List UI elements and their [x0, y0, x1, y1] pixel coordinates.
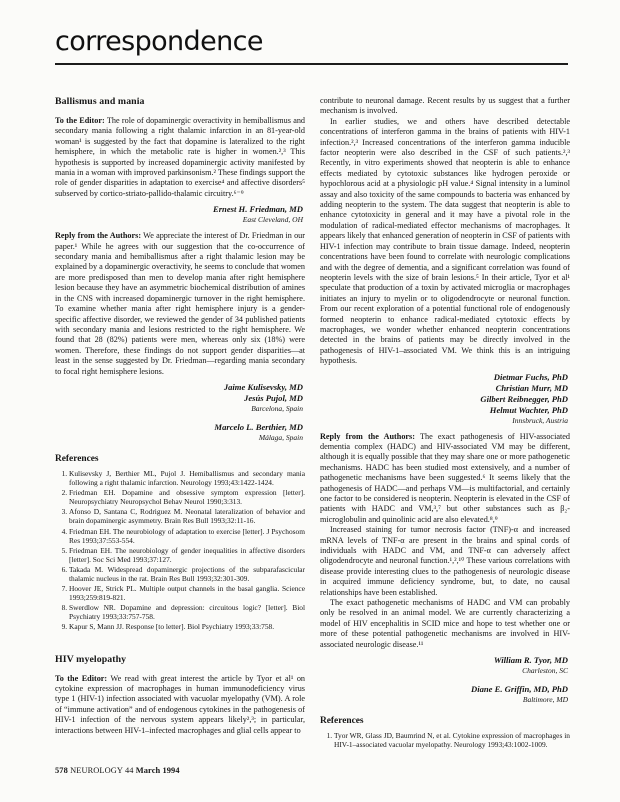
signature-place: Málaga, Spain [258, 432, 303, 442]
section-heading-ballismus: Ballismus and mania [55, 96, 145, 107]
references-heading: References [320, 716, 364, 727]
signature-place: Innsbruck, Austria [512, 415, 568, 425]
reference-item: 1. Kulisevsky J, Berthier ML, Pujol J. Hemiballismus and secondary mania following a right thalamic infarction. Neurology 1993;43:1422-1424. [69, 469, 305, 487]
references-list [320, 731, 570, 749]
signature-name: Jesús Pujol, MD [244, 392, 303, 403]
signature-block [55, 382, 303, 414]
hiv-reply-paragraph-2: Increased staining for tumor necrosis factor (TNF)-α and increased mRNA levels of TNF-α are present in the brains and spinal cords of individuals with HADC and VM, and TNF-α can adversely affect oligodendrocyte and neuronal function.¹,²,¹⁰ These various correlations with disease provide interesting clues to the pathogenesis of neurologic disease in acquired immune deficiency syndrome, but, to date, no causal relationships have been established. [320, 525, 570, 597]
reference-item: 8. Swerdlow NR. Dopamine and depression: circuitous logic? [letter]. Biol Psychiatry 1993;33:757-758. [69, 603, 305, 621]
hiv-letter-paragraph-2: In earlier studies, we and others have described detectable concentrations of interferon gamma in the brains of patients with HIV-1 infection.²,³ Increased concentrations of the interferon gamma inducible factor neopterin were also described in the CSF of such patients.²,³ Recently, in vitro experiments showed that neopterin is able to enhance effects mediated by cytotoxic substances like hydrogen peroxide or hypochlorous acid at a physiologic pH value.⁴ Signal intensity in a luminol assay and also toxicity of the same compounds to bacteria was enhanced by adding neopterin to the system. The data suggest that neopterin is able to enhance cytotoxicity in general and it may have a pivotal role in the modulation of radical-mediated effector mechanisms of macrophages. It appears likely that enhanced generation of neopterin in CSF of patients with HIV-1 infection may contribute to brain tissue damage. Indeed, neopterin concentrations have been found to correlate with neurologic complications and with the degree of dementia, and a significant correlation was found of neopterin levels with the size of brain lesions.⁵ In their article, Tyor et al¹ speculate that production of a toxin by activated microglia or macrophages initiates an injury to myelin or to oligodendrocyte or neuronal function. From our recent exploration of a potential functional role of endogenously formed neopterin to enhance radical-mediated cytotoxic effects by macrophages, we wonder whether enhanced neopterin concentrations detected in the brains of patients may be directly involved in the pathogenesis of HIV-1–associated VM. We think this is an intriguing hypothesis. [320, 116, 570, 366]
footer-date: March 1994 [135, 766, 180, 775]
two-column-layout [55, 96, 570, 750]
reference-item: 2. Friedman EH. Dopamine and obsessive symptom expression [letter]. Neuropsychiatry Neuropsychol Behav Neurol 1990;3:313. [69, 488, 305, 506]
signature-name: Marcelo L. Berthier, MD [214, 421, 303, 432]
footer-page-number: 578 [55, 766, 68, 775]
signature-place: East Cleveland, OH [242, 215, 303, 225]
reply-lead: Reply from the Authors: [55, 231, 142, 241]
hiv-letter-text-left: We read with great interest the article by Tyor et al¹ on cytokine expression of macrophages in human immunodeficiency virus type 1 (HIV-1) infection associated with vacuolar myelopathy (VM). A role of “immune activation” and of endogenous cytokines in the pathogenesis of HIV-1 infection of the nervous system appears likely²,³; in particular, interactions between HIV-1–infected macrophages and glial cells appear to [55, 673, 306, 735]
signature-name: Helmut Wachter, PhD [489, 404, 568, 415]
footer-journal: NEUROLOGY 44 [70, 766, 134, 775]
signature-name: Jaime Kulisevsky, MD [223, 381, 303, 392]
hiv-letter-continuation: contribute to neuronal damage. Recent results by us suggest that a further mechanism is involved. [320, 96, 570, 116]
masthead-title: correspondence [55, 26, 263, 57]
signature-block [55, 422, 303, 443]
signature-name: Ernest H. Friedman, MD [212, 204, 303, 215]
signature-name: Gilbert Reibnegger, PhD [480, 393, 568, 404]
ballismus-reply-text: We appreciate the interest of Dr. Friedman in our paper.¹ While he agrees with our suggestion that the co-occurrence of secondary mania and hemiballismus after a right thalamic lesion may be explained by a dopaminergic overactivity, he seems to conclude that women are more predisposed than men to develop mania after right hemisphere lesion because they have an asymmetric biochemical distribution of amines in the CNS with increased dopaminergic turnover in the right hemisphere. To examine whether mania after right hemisphere injury is a gender-specific affective disorder, we reviewed the gender of 34 published patients with secondary mania and lesions restricted to the right hemisphere. We found that 28 (82%) patients were men, whereas only six (18%) were women. Therefore, these findings do not support gender disparities—at least in the sense suggested by Dr. Friedman—regarding mania secondary to focal right hemisphere lesions. [55, 231, 305, 376]
signature-name: Dietmar Fuchs, PhD [493, 371, 568, 382]
masthead [55, 26, 568, 65]
references-list [55, 469, 305, 632]
reference-item: 9. Kapur S, Mann JJ. Response [to letter]. Biol Psychiatry 1993;33:758. [69, 622, 305, 631]
hiv-reply-paragraph-3: The exact pathogenetic mechanisms of HADC and VM can probably only be resolved in an animal model. We are currently characterizing a model of HIV encephalitis in SCID mice and hope to test whether one or more of these potential pathogenetic mechanisms are involved in HIV-associated neurologic disease.¹¹ [320, 598, 570, 649]
page-footer [55, 766, 180, 775]
reference-item: 5. Friedman EH. The neurobiology of gender inequalities in affective disorders [letter]. Soc Sci Med 1993;37:127. [69, 546, 305, 564]
right-column [320, 96, 570, 750]
left-column [55, 96, 305, 750]
signature-block [320, 684, 568, 705]
to-the-editor-lead: To the Editor: [55, 116, 105, 125]
signature-name: Diane E. Griffin, MD, PhD [470, 684, 568, 695]
reference-item: 7. Hoover JE, Strick PL. Multiple output channels in the basal ganglia. Science 1993;259:819-821. [69, 584, 305, 602]
hiv-reply-paragraph-1 [320, 432, 570, 526]
signature-name: Christian Murr, MD [495, 382, 568, 393]
ballismus-reply-paragraph [55, 231, 305, 377]
signature-place: Baltimore, MD [522, 695, 568, 705]
reference-item: 6. Takada M. Widespread dopaminergic projections of the subparafascicular thalamic nucleus in the rat. Brain Res Bull 1993;32:301-309. [69, 565, 305, 583]
reply-lead: Reply from the Authors: [320, 431, 415, 441]
references-heading: References [55, 453, 99, 464]
to-the-editor-lead: To the Editor: [55, 673, 108, 683]
signature-name: William R. Tyor, MD [493, 655, 568, 666]
section-heading-hiv: HIV myelopathy [55, 653, 127, 665]
masthead-rule [55, 63, 568, 65]
signature-place: Charleston, SC [522, 666, 568, 676]
signature-block [55, 204, 303, 225]
reference-item: 3. Afonso D, Santana C, Rodriguez M. Neonatal lateralization of behavior and brain dopaminergic asymmetry. Brain Res Bull 1993;32:11-16. [69, 507, 305, 525]
signature-block [320, 655, 568, 676]
reference-item: 4. Friedman EH. The neurobiology of adaptation to exercise [letter]. J Psychosom Res 1993;37:553-554. [69, 527, 305, 545]
hiv-letter-paragraph-left [55, 674, 305, 736]
ballismus-letter-paragraph [55, 116, 305, 199]
signature-place: Barcelona, Spain [251, 403, 303, 413]
ballismus-letter-text: The role of dopaminergic overactivity in hemiballismus and secondary mania following a right thalamic infarction in an 81-year-old woman¹ is suggested by the fact that dopamine is lateralized to the right hemisphere, in which the metabolic rate is higher in women.²,³ This hypothesis is supported by increased dopaminergic activity manifested by mania in a woman with improved parkinsonism.² These findings support the role of gender disparities in adaptation to exercise⁴ and affective disorders⁵ subserved by cortico-striato-pallido-thalamic circuitry.⁶⁻⁹ [55, 116, 306, 198]
reference-item: 1. Tyor WR, Glass JD, Baumrind N, et al. Cytokine expression of macrophages in HIV-1–associated vacuolar myelopathy. Neurology 1993;43:1002-1009. [334, 731, 570, 749]
hiv-reply-text-1: The exact pathogenesis of HIV-associated dementia complex (HADC) and HIV-associated VM may be different, although it is equally possible that they may share one or more pathogenetic mechanisms. HADC has been studied most extensively, and a number of pathogenetic mechanisms have been suggested.⁶ It seems likely that the pathogenesis of HADC—and perhaps VM—is multifactorial, and certainly one factor to be considered is neopterin. Neopterin is elevated in the CSF of patients with HADC and VM,³,⁷ but other substances such as β₂-microglobulin and quinolinic acid are also elevated.⁸,⁹ [320, 431, 570, 524]
signature-block [320, 372, 568, 426]
